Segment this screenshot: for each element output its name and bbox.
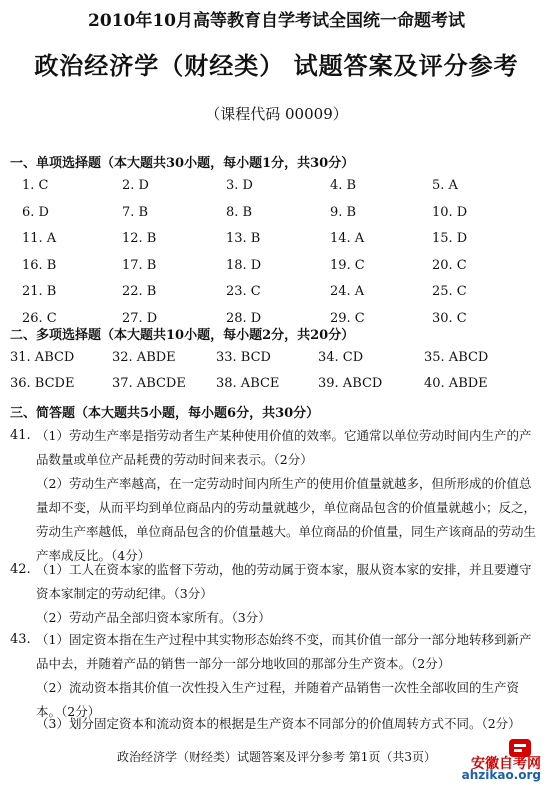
q42-number: 42. xyxy=(10,562,31,577)
answer-item: 36. BCDE xyxy=(10,376,75,391)
answer-item: 27. D xyxy=(122,310,158,326)
answer-item: 12. B xyxy=(122,231,157,246)
q42-part1: （1）工人在资本家的监督下劳动，他的劳动属于资本家，服从资本家的安排，并且要遵守资本家制定的劳动纪律。（3分） xyxy=(36,562,532,601)
answer-item: 35. ABCD xyxy=(424,350,489,365)
answer-item: 11. A xyxy=(22,231,57,246)
answer-item: 30. C xyxy=(432,310,467,326)
answer-item: 13. B xyxy=(226,231,261,246)
answer-item: 28. D xyxy=(226,310,262,326)
q43-part2: （2）流动资本指其价值一次性投入生产过程，并随着产品销售一次性全部收回的生产资本。（2分） xyxy=(36,680,519,719)
exam-title: 2010年10月高等教育自学考试全国统一命题考试 xyxy=(88,11,465,31)
answer-item: 8. B xyxy=(226,204,253,220)
answer-item: 6. D xyxy=(22,204,49,220)
answer-item: 29. C xyxy=(330,310,365,326)
logo-url: ahzikao.org xyxy=(461,768,541,782)
answer-item: 4. B xyxy=(330,178,357,193)
logo-name: 安徽自考网 xyxy=(471,756,541,772)
answer-item: 15. D xyxy=(432,231,468,246)
q43-part1: （1）固定资本指在生产过程中其实物形态始终不变，而其价值一部分一部分地转移到新产品中去，并随着产品的销售一部分一部分地收回的那部分生产资本。（2分） xyxy=(36,632,532,671)
section1-heading: 一、单项选择题（本大题共30小题，每小题1分，共30分） xyxy=(10,156,355,171)
document-title: 政治经济学（财经类） 试题答案及评分参考 xyxy=(34,51,519,80)
answer-item: 10. D xyxy=(432,204,468,220)
answer-item: 19. C xyxy=(330,257,365,273)
answer-item: 34. CD xyxy=(318,350,364,365)
answer-item: 23. C xyxy=(226,284,261,299)
section3-heading: 三、简答题（本大题共5小题，每小题6分，共30分） xyxy=(10,406,320,421)
answer-item: 39. ABCD xyxy=(318,376,383,391)
answer-item: 1. C xyxy=(22,178,49,193)
answer-item: 32. ABDE xyxy=(112,350,176,365)
q41-part2: （2）劳动生产率越高，在一定劳动时间内所生产的使用价值量就越多，但所形成的价值总量却不变，从而平均到单位商品内的劳动量就越少，单位商品包含的价值量就越小；反之，劳动生产率越低，单位商品包含的价值量越大。单位商品的价值量，同生产该商品的劳动生产率成反比。（4分） xyxy=(36,476,537,563)
site-watermark-logo xyxy=(427,733,545,783)
answer-item: 25. C xyxy=(432,284,467,299)
answer-item: 5. A xyxy=(432,178,458,193)
section2-heading: 二、多项选择题（本大题共10小题，每小题2分，共20分） xyxy=(10,328,355,343)
answer-item: 9. B xyxy=(330,204,357,220)
answer-item: 21. B xyxy=(22,284,57,299)
course-code: （课程代码 00009） xyxy=(205,105,348,123)
answer-item: 7. B xyxy=(122,204,149,220)
q43-part3: （3）划分固定资本和流动资本的根据是生产资本不同部分的价值周转方式不同。（2分） xyxy=(36,716,521,731)
answer-item: 20. C xyxy=(432,257,467,273)
answer-item: 18. D xyxy=(226,257,262,273)
answer-item: 16. B xyxy=(22,257,57,273)
answer-item: 24. A xyxy=(330,284,365,299)
answer-item: 14. A xyxy=(330,231,365,246)
q41-number: 41. xyxy=(10,428,31,443)
answer-item: 22. B xyxy=(122,284,157,299)
q43-number: 43. xyxy=(10,632,31,647)
answer-item: 3. D xyxy=(226,178,253,193)
q41-part1: （1）劳动生产率是指劳动者生产某种使用价值的效率。它通常以单位劳动时间内生产的产品数量或单位产品耗费的劳动时间来表示。（2分） xyxy=(36,428,532,467)
page-footer: 政治经济学（财经类）试题答案及评分参考 第1页（共3页） xyxy=(116,750,437,764)
answer-item: 31. ABCD xyxy=(10,350,75,365)
answer-item: 38. ABCE xyxy=(216,376,280,391)
answer-item: 2. D xyxy=(122,178,149,193)
answer-item: 26. C xyxy=(22,310,57,326)
answer-item: 37. ABCDE xyxy=(112,376,186,391)
answer-item: 17. B xyxy=(122,257,157,273)
answer-item: 33. BCD xyxy=(216,350,271,365)
answer-item: 40. ABDE xyxy=(424,376,488,391)
q42-part2: （2）劳动产品全部归资本家所有。（3分） xyxy=(36,610,271,625)
